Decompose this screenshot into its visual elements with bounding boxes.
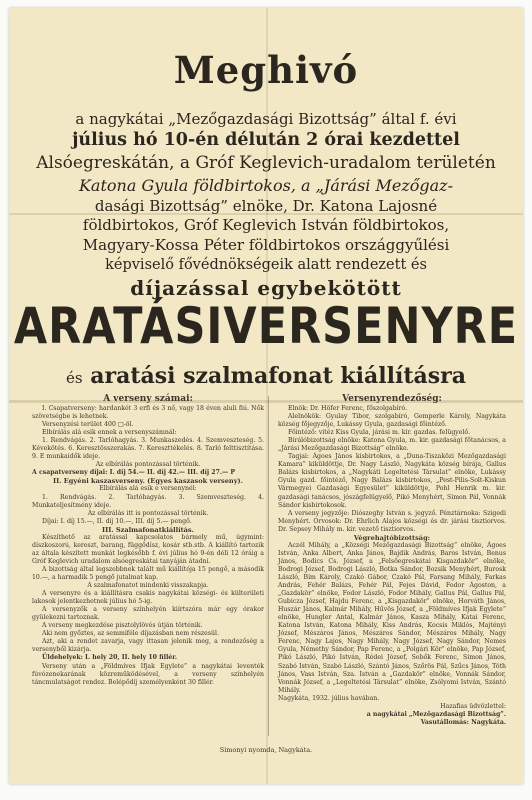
station-line: Vasutállomás: Nagykáta.: [420, 718, 506, 726]
left-subheading: III. Szalmafonatkiállítás.: [102, 525, 194, 534]
left-paragraph: 1. Rendvágás. 2. Tarlóhagyás. 3. Munkaszedés. 4. Szemveszteség. 5. Kévekötés. 6. Keresztösszerakás. 7. Kereszttékelés. 8. Tarló felttisztítása. 9. E munkaidők ideje.: [32, 437, 264, 461]
left-paragraph: A bizottság által legszebbnek talált mű kiállítója 15 pengő, a második 10.—, a harmadik 5 pengő jutalmat kap.: [32, 565, 264, 581]
left-paragraph: Aki nem győztes, az semmiféle díjazásban nem részesül.: [42, 630, 219, 638]
right-subheading: Végrehajtóbizottság:: [353, 533, 431, 542]
invitation-line-8: képviselő fővédnökségeik alatt rendezett és: [105, 257, 427, 273]
signature-line: a nagykátai „Mezőgazdasági Bizottság”.: [366, 710, 506, 718]
invitation-line-1: a nagykátai „Mezőgazdasági Bizottság” által f. évi: [75, 110, 457, 128]
right-paragraph: Aczél Mihály, a „Községi Mezőgazdasági Bizottság” elnöke, Ágoes István, Anka Albert, Anka János, Bajdik András, Baros István, Benus János, Bodics Cs. József, a „Felsőegreskátai Kisgazdakör” elnöke, Bodrogi József, Bodrogi László, Botka Sándor, Bozsik Menyhért, Burosk László, Bím Károly, Czakó Gábor, Czakó Pál, Farsang Mihály, Farkas András, Fehér Balázs, Fehér Pál, Fejes Dávid, Fodor Ágoston, a „Gazdakör” elnöke, Fodor László, Fodor Mihály, Gallus Pál, Gallus Pál, Gubicza József, Hajdu Ferenc, a „Kisgazdakör” elnöke, Horváth János, Huszár János, Kalmár Mihály, Hűvös József, a „Földmíves Ifjak Egylete” elnöke, Hungler Antal, Kalmár János, Kasza Mihály, Kátai Ferenc, Katona István, Katona Mihály, Kiss András, Kocsis Miklós, Majtényi József, Mészáros János, Mészáros Sándor, Mészáros Mihály, Nagy Ferenc, Nagy Lajos, Nagy Mihály, Nagy József, Nagy Sándor, Nemes Gyula, Némethy Sándor, Pap Ferenc, a „Polgári Kör” elnöke, Pap József, Pikó László, Pikó István, Rédei József, Sebők Ferenc, Simon János, Szabó István, Szabó László, Szántó János, Szőrös Pál, Szűcs János, Tóth János, Vass István, Sza. István a „Gazdakör” elnöke, Vonnák Sándor, Vonnák József, a „Legeltetési Társulat” elnöke, Zsólyomi István, Szántó Mihály.: [278, 541, 506, 694]
date-line: Nagykáta, 1932. július havában.: [278, 694, 380, 702]
column-separator: [268, 396, 269, 736]
left-paragraph: A versenyzők a verseny színhelyén kiírtszóra már egy órakor gyülekezni tartoznak.: [32, 606, 264, 622]
subheadline-text: aratási szalmafonat kiállításra: [90, 363, 466, 389]
right-paragraph: Főintéző: vitéz Kiss Gyula, járási m. kir. gazdas. felügyelő.: [288, 429, 471, 437]
left-paragraph: A verseny megkezdése pisztolylövés útján történik.: [42, 622, 203, 630]
subheadline-prefix: és: [66, 369, 83, 387]
right-paragraph: Alelnökök: Gyulay Tibor, szolgabíró, Gemperle Károly, Nagykáta község főjegyzője, Lukássy Gyula, gazdasági főintéző.: [278, 413, 506, 429]
left-paragraph: Elbírálás alá esik ennek a versenyszámnál:: [42, 429, 177, 437]
left-paragraph: Az elbírálás itt is pontozással történik.: [87, 509, 209, 517]
poster-title: Meghivó: [173, 48, 359, 92]
printer-imprint: Simonyi nyomda, Nagykáta.: [219, 746, 313, 754]
left-paragraph: Versenyzési terület 400 □-öl.: [42, 421, 134, 429]
invitation-line-4: Katona Gyula földbirtokos, a „Járási Mezőgaz-: [78, 176, 454, 195]
invitation-line-3: Alsóegreskátán, a Gróf Keglevich-uradalom területén: [36, 153, 496, 173]
left-paragraph: Díjai: I. díj 15.—, II. díj 10.—, III. díj 5.— pengő.: [42, 517, 192, 525]
invitation-line-6: földbirtokos, Gróf Keglevich István földbirtokos,: [82, 216, 450, 234]
left-paragraph: Azt, aki a rendet zavarja, vagy ittasan jelenik meg, a rendezőség a versenyből kizárja.: [32, 638, 264, 654]
left-paragraph: Az elbírálás pontozással történik.: [95, 461, 201, 469]
left-paragraph: I. Csapatverseny: hardankét 3 erfi és 3 nő, vagy 18 éven aluli fiú. Nők szövetségbe is lehetnek.: [32, 405, 264, 421]
greeting-line: Hazafias üdvözlettel:: [440, 702, 506, 710]
left-paragraph: Verseny után a „Földmíves Ifjak Egylete” a nagykátai leventék fúvózenekarának közreműködésével, a verseny színhelyén táncmulatságot rendez. Belépődíj személyenként 30 fillér.: [32, 662, 264, 686]
right-column: [278, 393, 506, 727]
invitation-line-9: díjazással egybekötött: [130, 276, 402, 300]
right-column-heading: Versenyrendezőség:: [342, 394, 442, 404]
left-column-heading: A verseny számai:: [103, 394, 193, 404]
left-column: [32, 393, 264, 687]
right-paragraph: A verseny jegyzője: Diószeghy István s. jegyző. Pénztárnoka: Szigedi Menyhért. Orvosok: Dr. Ehrlich Alajos községi és dr. járási tisztiorvos. Dr. Sepsey Mihály m. kir. vezető tisztiorvos.: [278, 509, 506, 533]
left-paragraph: Készíthető az aratással kapcsolatos bármely mű, úgymint: díszkoszorú, kereszt, barang, függődísz, kosár stb.stb. A kiállító tartozik az általa készített munkát legkésőbb f. évi július hó 9-én déli 12 óráig a Gróf Keglevich uradalom alsóegreskátai tanyáján átadni.: [32, 533, 264, 565]
right-paragraph: Bírálóbizottság elnöke: Katona Gyula, m. kir. gazdasági főtanácsos, a „Járási Mezőgazdasági Bizottság” elnöke.: [278, 437, 506, 453]
right-paragraph: Tagjai: Ágoes János kisbirtokos, a „Duna-Tiszaközi Mezőgazdasági Kamara” kiküldöttje, Dr. Nagy László, Nagykáta község bírája, Gallus Balázs kisbirtokos, a „Nagykáti Legeltetési Társulat” elnöke, Lukássy Gyula gazd. főintéző, Nagy Balázs kisbirtokos, „Pest-Pilis-Solt-Kiskun Vármegyei Gazdasági Egyesület” kiküldöttje, Pohl Henrik m. kir. gazdasági tanácsos, jószágfelügyelő, Pikó Menyhért, Simon Pál, Vonnák Sándor kisbirtokosok.: [278, 453, 506, 509]
left-paragraph: A versenyre és a kiállításra csakis nagykátai községi- és külterületi lakosok jelentkezhetnek július hó 5-ig.: [32, 590, 264, 606]
invitation-line-2: július hó 10-én délután 2 órai kezdettel: [72, 130, 460, 150]
left-paragraph: Elbírálás alá esik e versenynél:: [99, 485, 197, 493]
poster-subheadline: [0, 363, 532, 389]
right-paragraph: Elnök: Dr. Höfer Ferenc, főszolgabíró.: [288, 405, 408, 412]
left-paragraph: A csapatverseny díjai: I. díj 54.— II. díj 42.— III. díj 27.— P: [32, 469, 236, 477]
left-paragraph: 1. Rendvágás. 2. Tarlóhagyás. 3. Szemveszteség. 4. Munkateljesítmény ideje.: [32, 493, 264, 509]
left-paragraph: Üldehelyek: I. hely 20, II. hely 10 fillér.: [42, 654, 178, 662]
poster-headline: ARATÁSIVERSENYRE: [13, 298, 519, 356]
invitation-line-7: Magyary-Kossa Péter földbirtokos országgyűlési: [82, 236, 450, 254]
left-paragraph: A szalmafonatot mindenki visszakapja.: [87, 582, 209, 590]
invitation-line-5: dasági Bizottság” elnöke, Dr. Katona Lajosné: [94, 197, 438, 215]
left-subheading: II. Egyéni kaszasverseny. (Egyes kaszasok verseny).: [53, 477, 243, 486]
